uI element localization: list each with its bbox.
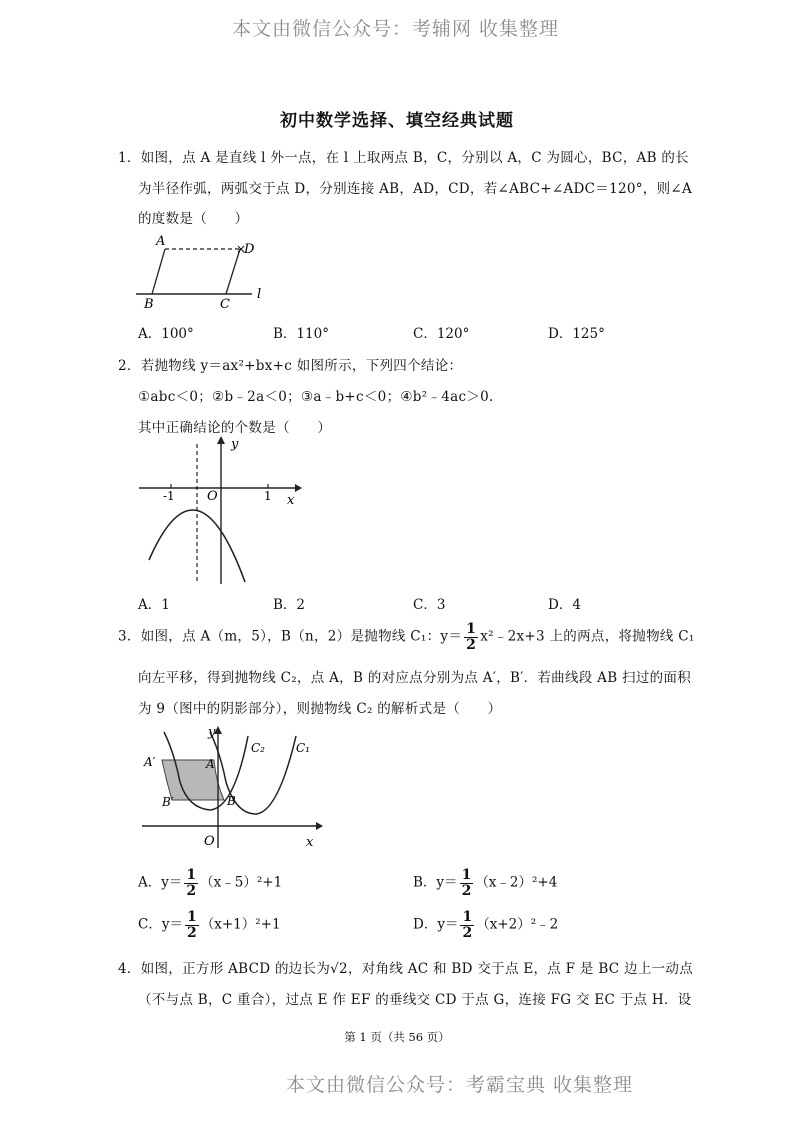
- q1-line3: 的度数是（ ）: [138, 211, 249, 227]
- q3-line1-end: x²﹣2x+3 上的两点，将抛物线 C₁: [480, 628, 695, 645]
- watermark-bottom: 本文由微信公众号：考霸宝典 收集整理: [286, 1074, 634, 1096]
- q3-option-d[interactable]: D．y＝ $\frac{1}{2}$ （x+2）²﹣2: [413, 909, 559, 941]
- q3-fig-label-O: O: [204, 834, 215, 849]
- q1-fig-label-B: B: [144, 297, 154, 312]
- q2-option-a[interactable]: A．1: [138, 597, 170, 613]
- q1-fig-label-D: D: [244, 242, 255, 257]
- q3-fig-label-C2: C₂: [251, 741, 265, 755]
- q3-fig-label-y: y: [208, 725, 216, 740]
- q3-line1-start: 3．如图，点 A（m，5），B（n，2）是抛物线 C₁：y＝: [118, 628, 463, 645]
- q4-line1: 4．如图，正方形 ABCD 的边长为√2，对角线 AC 和 BD 交于点 E，点 F 是 BC 边上一动点: [118, 961, 694, 977]
- q1-option-a[interactable]: A．100°: [138, 326, 194, 342]
- q1-option-b[interactable]: B．110°: [273, 326, 329, 342]
- q3-option-a[interactable]: A．y＝ $\frac{1}{2}$ （x﹣5）²+1: [138, 867, 283, 899]
- q3-fig-label-C1: C₁: [296, 741, 310, 755]
- q3-half-fraction: $\frac{1}{2}$: [466, 621, 477, 653]
- q1-fig-label-C: C: [220, 297, 230, 312]
- q1-fig-cross: ×: [236, 242, 247, 256]
- q2-line1: 2．若抛物线 y＝ax²+bx+c 如图所示，下列四个结论：: [118, 358, 463, 374]
- q2-fig-label-1: 1: [264, 489, 272, 503]
- q1-option-c[interactable]: C．120°: [413, 326, 470, 342]
- q2-option-c[interactable]: C．3: [413, 597, 446, 613]
- q3-fig-label-Bp: B′: [162, 795, 174, 809]
- q1-fig-label-l: l: [257, 287, 262, 302]
- q1-line2: 为半径作弧，两弧交于点 D，分别连接 AB，AD，CD，若∠ABC+∠ADC＝120°，则∠A: [138, 181, 693, 197]
- q3-fig-label-B: B: [227, 794, 236, 808]
- q2-line2: ①abc＜0；②b﹣2a＜0；③a﹣b+c＜0；④b²﹣4ac＞0.: [138, 389, 494, 405]
- q3-option-c[interactable]: C．y＝ $\frac{1}{2}$ （x+1）²+1: [138, 909, 281, 941]
- q2-option-b[interactable]: B．2: [273, 597, 306, 613]
- watermark-top: 本文由微信公众号：考辅网 收集整理: [232, 18, 560, 40]
- q2-line3: 其中正确结论的个数是（ ）: [138, 420, 332, 436]
- q4-sqrt: √2: [330, 961, 348, 977]
- q1-option-d[interactable]: D．125°: [548, 326, 605, 342]
- q2-figure: [135, 432, 305, 587]
- q3-line1: [118, 622, 695, 652]
- q3-option-b[interactable]: B．y＝ $\frac{1}{2}$ （x﹣2）²+4: [413, 867, 558, 899]
- q3-fig-label-x: x: [306, 835, 314, 850]
- q2-fig-label-neg1: -1: [163, 489, 175, 503]
- q2-fig-label-y: y: [231, 437, 239, 452]
- q4-line2: （不与点 B，C 重合），过点 E 作 EF 的垂线交 CD 于点 G，连接 FG 交 EC 于点 H．设: [138, 992, 692, 1008]
- q1-fig-label-A: A: [156, 234, 166, 249]
- q3-figure: [136, 722, 326, 850]
- q3-line2: 向左平移，得到抛物线 C₂，点 A，B 的对应点分别为点 A′，B′．若曲线段 AB 扫过的面积: [138, 670, 692, 686]
- q1-figure: [130, 232, 275, 312]
- q1-line1: 1．如图，点 A 是直线 l 外一点，在 l 上取两点 B，C，分别以 A，C 为圆心，BC，AB 的长: [118, 150, 689, 166]
- page-footer: 第 1 页（共 56 页）: [344, 1030, 450, 1044]
- q3-fig-label-Ap: A′: [144, 755, 156, 769]
- q3-fig-label-A: A: [206, 757, 215, 771]
- q2-fig-label-x: x: [287, 493, 295, 508]
- q2-option-d[interactable]: D．4: [548, 597, 581, 613]
- page-title: 初中数学选择、填空经典试题: [280, 111, 514, 131]
- q2-fig-label-O: O: [207, 489, 218, 504]
- q3-line3: 为 9（图中的阴影部分），则抛物线 C₂ 的解析式是（ ）: [138, 701, 502, 717]
